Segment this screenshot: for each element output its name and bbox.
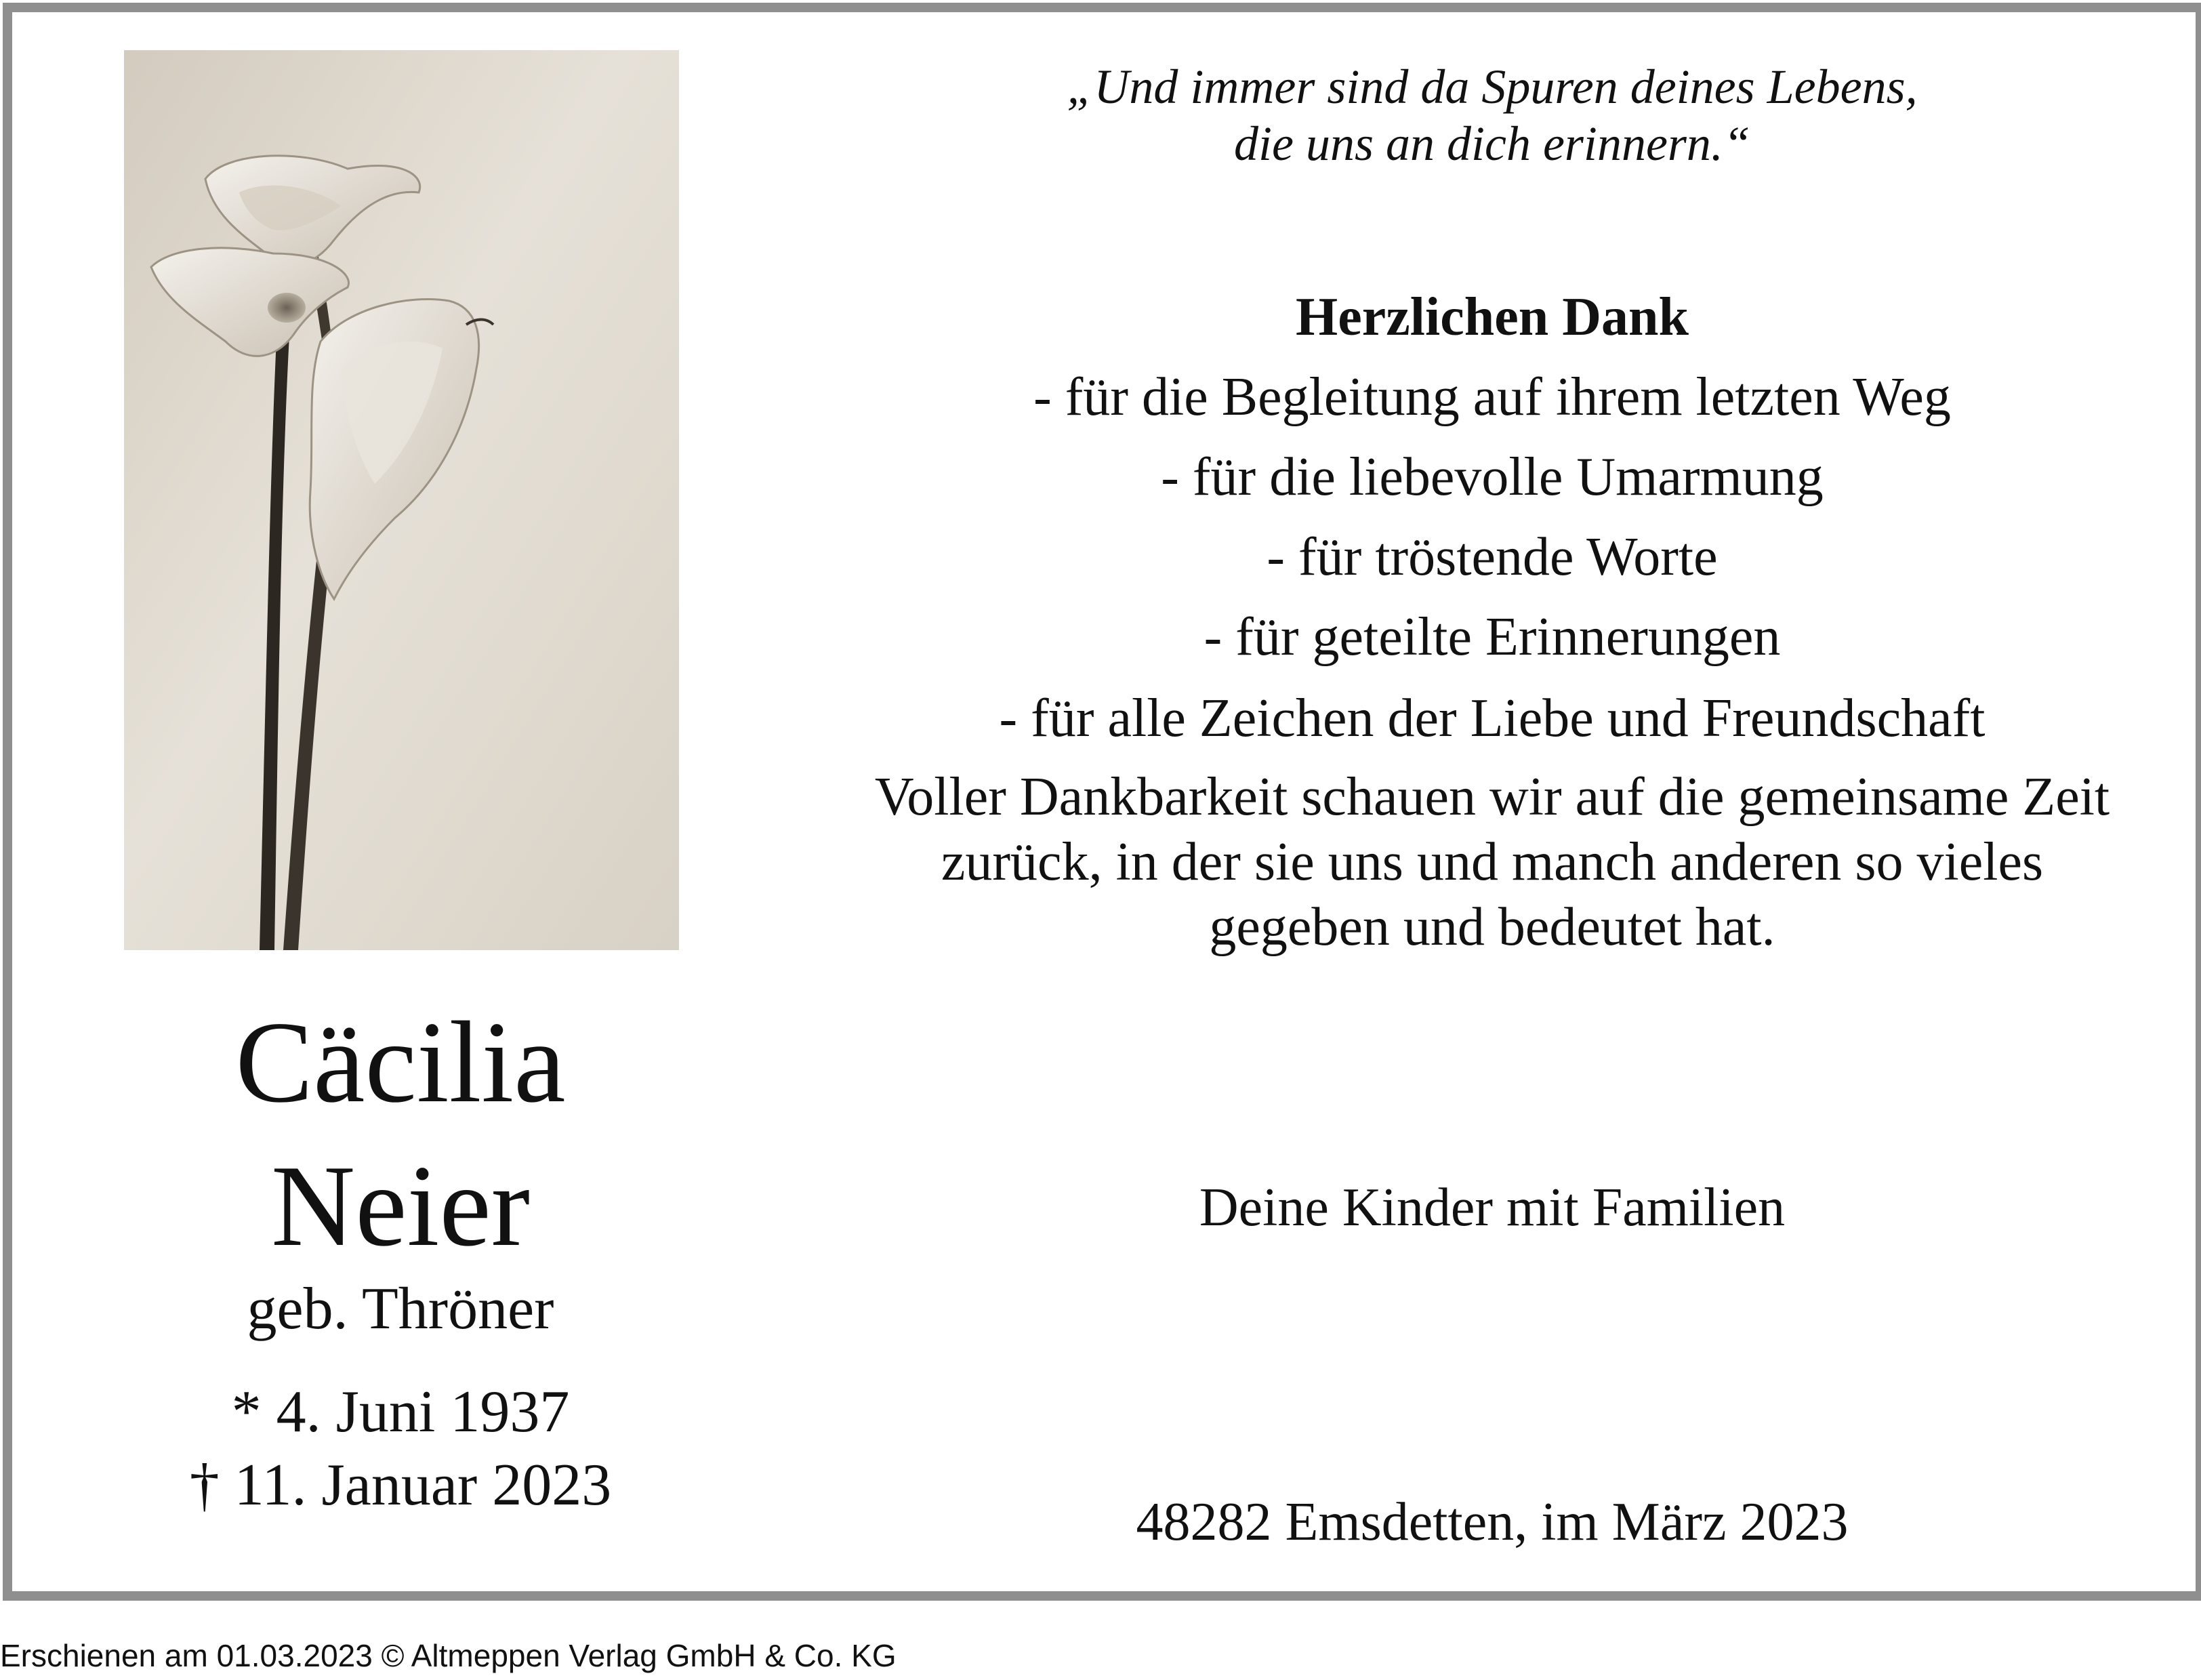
thanks-item: - für geteilte Erinnerungen (1204, 607, 1781, 667)
thanks-item: - für die Begleitung auf ihrem letzten Weg (1033, 367, 1951, 427)
first-name: Cäcilia (235, 998, 566, 1127)
calla-lily-illustration (124, 50, 679, 950)
thanks-paragraph-line: Voller Dankbarkeit schauen wir auf die gemeinsame Zeit (874, 767, 2110, 827)
signature: Deine Kinder mit Familien (1199, 1178, 1786, 1237)
publication-footer: Erschienen am 01.03.2023 © Altmeppen Verlag GmbH & Co. KG (0, 1638, 897, 1673)
birth-date: * 4. Juni 1937 (231, 1379, 570, 1445)
thanks-title: Herzlichen Dank (1296, 287, 1689, 347)
thanks-item: - für tröstende Worte (1267, 527, 1718, 587)
thanks-paragraph-line: gegeben und bedeutet hat. (1209, 897, 1775, 957)
quote-line-1: „Und immer sind da Spuren deines Lebens, (1067, 60, 1918, 114)
quote-line-2: die uns an dich erinnern.“ (1234, 117, 1750, 171)
thanks-item: - für alle Zeichen der Liebe und Freundschaft (999, 689, 1986, 748)
thanks-item: - für die liebevolle Umarmung (1161, 447, 1824, 507)
thanks-paragraph-line: zurück, in der sie uns und manch anderen so vieles (941, 832, 2044, 892)
place-date: 48282 Emsdetten, im März 2023 (1136, 1492, 1849, 1552)
last-name: Neier (271, 1142, 530, 1271)
calla-lily-photo (124, 50, 679, 950)
death-date: † 11. Januar 2023 (189, 1452, 612, 1518)
maiden-name: geb. Thröner (247, 1276, 554, 1342)
